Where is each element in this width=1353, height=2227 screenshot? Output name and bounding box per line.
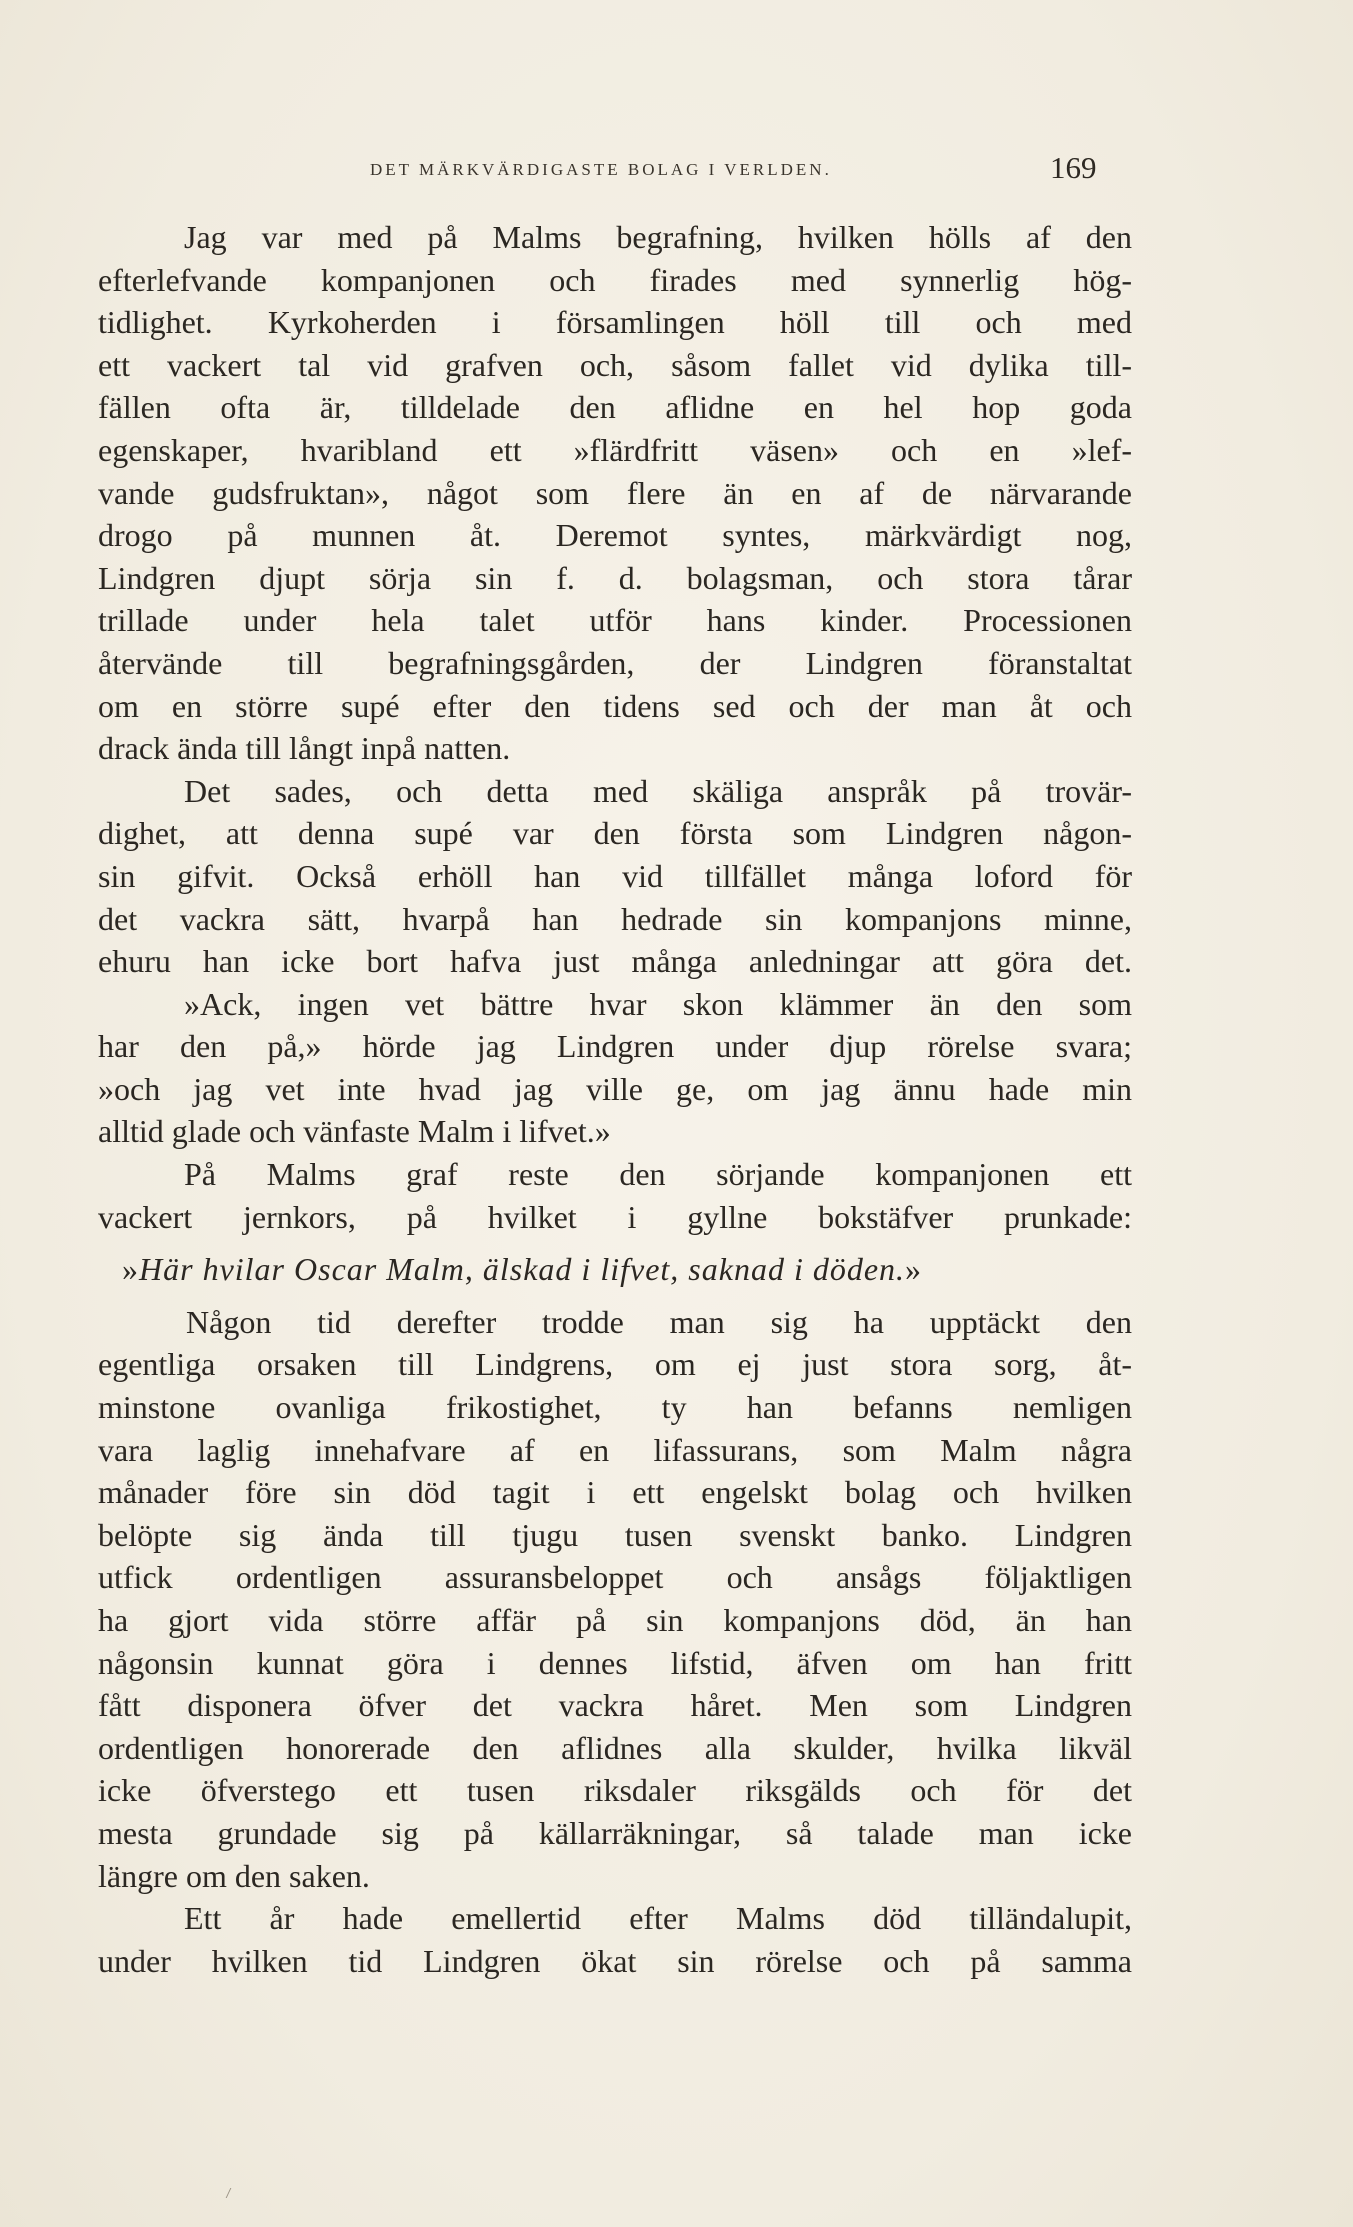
text-line: Det sades, och detta med skäliga anspråk på trovär- — [184, 772, 1132, 809]
text-line: »Ack, ingen vet bättre hvar skon klämmer än den som — [184, 985, 1132, 1022]
text-line: egentliga orsaken till Lindgrens, om ej just stora sorg, åt- — [98, 1346, 1132, 1383]
text-line: dighet, att denna supé var den första som Lindgren någon- — [98, 815, 1132, 852]
text-line: minstone ovanliga frikostighet, ty han befanns nemligen — [98, 1389, 1132, 1426]
text-line: belöpte sig ända till tjugu tusen svenskt banko. Lindgren — [98, 1516, 1132, 1553]
text-line: månader före sin död tagit i ett engelskt bolag och hvilken — [98, 1474, 1132, 1511]
text-line: vackert jernkors, på hvilket i gyllne bokstäfver prunkade: — [98, 1198, 1132, 1235]
page-number: 169 — [1050, 150, 1097, 185]
text-line: Jag var med på Malms begrafning, hvilken hölls af den — [184, 219, 1132, 255]
text-line: mesta grundade sig på källarräkningar, så talade man icke — [98, 1814, 1132, 1851]
text-line: fått disponera öfver det vackra håret. Men som Lindgren — [98, 1687, 1132, 1724]
text-line: ordentligen honorerade den aflidnes alla skulder, hvilka likväl — [98, 1729, 1132, 1766]
open-quote: » — [122, 1251, 139, 1288]
text-line: vara laglig innehafvare af en lifassurans, som Malm några — [98, 1431, 1132, 1468]
text-line: »och jag vet inte hvad jag ville ge, om jag ännu hade min — [98, 1070, 1132, 1107]
epitaph-line — [98, 1248, 1132, 1291]
text-line: tidlighet. Kyrkoherden i församlingen höll till och med — [98, 304, 1132, 341]
close-quote: » — [905, 1251, 923, 1288]
text-line: egenskaper, hvaribland ett »flärdfritt väsen» och en »lef- — [98, 431, 1132, 468]
text-line: har den på,» hörde jag Lindgren under djup rörelse svara; — [98, 1028, 1132, 1065]
text-line: längre om den saken. — [98, 1857, 370, 1894]
text-line: Ett år hade emellertid efter Malms död tilländalupit, — [184, 1900, 1132, 1937]
text-line: efterlefvande kompanjonen och firades med synnerlig hög- — [98, 261, 1132, 298]
text-line: under hvilken tid Lindgren ökat sin rörelse och på samma — [98, 1942, 1132, 1979]
text-line: icke öfverstego ett tusen riksdaler riksgälds och för det — [98, 1772, 1132, 1809]
body-text — [98, 216, 1132, 1982]
running-header — [0, 150, 1353, 190]
paper-mark — [226, 2188, 238, 2198]
text-line: sin gifvit. Också erhöll han vid tillfället många loford för — [98, 857, 1132, 894]
text-line: om en större supé efter den tidens sed och der man åt och — [98, 687, 1132, 724]
text-line: ehuru han icke bort hafva just många anledningar att göra det. — [98, 943, 1132, 980]
text-line: drack ända till långt inpå natten. — [98, 730, 511, 767]
text-line: återvände till begrafningsgården, der Lindgren föranstaltat — [98, 644, 1132, 681]
text-line: På Malms graf reste den sörjande kompanjonen ett — [184, 1156, 1132, 1193]
text-line: alltid glade och vänfaste Malm i lifvet.» — [98, 1113, 611, 1150]
text-line: Lindgren djupt sörja sin f. d. bolagsman, och stora tårar — [98, 559, 1132, 596]
text-line: ha gjort vida större affär på sin kompanjons död, än han — [98, 1602, 1132, 1638]
text-line: trillade under hela talet utför hans kinder. Processionen — [98, 602, 1132, 639]
text-line: ett vackert tal vid grafven och, såsom fallet vid dylika till- — [98, 346, 1132, 383]
text-line: någonsin kunnat göra i dennes lifstid, äfven om han fritt — [98, 1644, 1132, 1681]
text-line: utfick ordentligen assuransbeloppet och ansågs följaktligen — [98, 1559, 1132, 1596]
text-line: det vackra sätt, hvarpå han hedrade sin kompanjons minne, — [98, 900, 1132, 937]
text-line: vande gudsfruktan», något som flere än en af de närvarande — [98, 474, 1132, 511]
running-title: DET MÄRKVÄRDIGASTE BOLAG I VERLDEN. — [370, 160, 832, 179]
text-line: fällen ofta är, tilldelade den aflidne en hel hop goda — [98, 389, 1132, 426]
text-line: drogo på munnen åt. Deremot syntes, märkvärdigt nog, — [98, 517, 1132, 554]
epitaph-text: Här hvilar Oscar Malm, älskad i lifvet, saknad i döden. — [139, 1251, 906, 1288]
text-line: Någon tid derefter trodde man sig ha upptäckt den — [186, 1303, 1132, 1340]
